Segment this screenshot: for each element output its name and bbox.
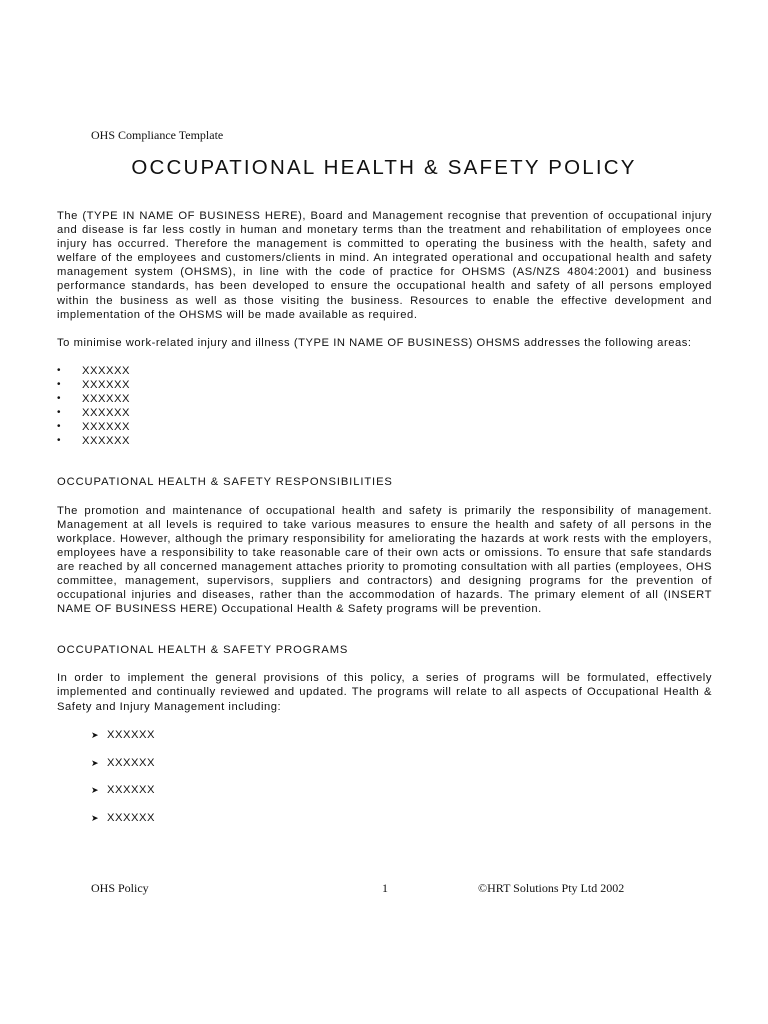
document-header: OHS Compliance Template (91, 128, 224, 142)
footer-title: OHS Policy (91, 881, 149, 895)
footer-copyright: ©HRT Solutions Pty Ltd 2002 (478, 881, 625, 895)
bullet-icon: • (57, 378, 62, 390)
footer-page-number: 1 (382, 881, 388, 895)
list-item-text: XXXXXX (82, 421, 131, 434)
areas-list (57, 364, 712, 449)
list-item (57, 406, 712, 420)
list-item-text: XXXXXX (107, 784, 156, 797)
arrow-bullet-icon: ➤ (91, 757, 100, 768)
list-item (57, 392, 712, 406)
list-item (57, 434, 712, 448)
list-item-text: XXXXXX (107, 728, 156, 741)
bullet-icon: • (57, 421, 62, 433)
bullet-icon: • (57, 435, 62, 447)
list-item (91, 756, 712, 770)
list-item (91, 728, 712, 742)
responsibilities-paragraph: The promotion and maintenance of occupational health and safety is primarily the responsibility of management. Management at all levels is required to take various measures to ensure the health and safety of all persons in the workplace. However, although the primary responsibility for ameliorating the hazards at work rests with the employers, employees have a responsibility to take reasonable care of their own acts or omissions. To ensure that safe standards are reached by all concerned management attaches priority to promoting consultation with all parties (employees, OHS committee, management, supervisors, suppliers and contractors) and designing programs for the prevention of occupational injuries and diseases, rather than the accommodation of hazards. The primary element of all (INSERT NAME OF BUSINESS HERE) Occupational Health & Safety programs will be prevention. (57, 504, 712, 616)
list-item-text: XXXXXX (82, 364, 131, 377)
list-item-text: XXXXXX (107, 812, 156, 825)
list-item (57, 378, 712, 392)
arrow-bullet-icon: ➤ (91, 729, 100, 740)
bullet-icon: • (57, 364, 62, 376)
list-item-text: XXXXXX (82, 435, 131, 448)
list-item (91, 811, 712, 825)
arrow-bullet-icon: ➤ (91, 813, 100, 824)
bullet-icon: • (57, 393, 62, 405)
programs-list (91, 728, 712, 826)
document-body (57, 209, 712, 839)
responsibilities-heading: OCCUPATIONAL HEALTH & SAFETY RESPONSIBILITIES (57, 476, 393, 489)
programs-paragraph: In order to implement the general provisions of this policy, a series of programs will be formulated, effectively implemented and continually reviewed and updated. The programs will relate to all aspects of Occupational Health & Safety and Injury Management including: (57, 672, 712, 713)
intro-paragraph: The (TYPE IN NAME OF BUSINESS HERE), Board and Management recognise that prevention of occupational injury and disease is far less costly in human and monetary terms than the treatment and rehabilitation of employees once injury has occurred. Therefore the management is committed to operating the business with the health, safety and welfare of the employees and customers/clients in mind. An integrated operational and occupational health and safety management system (OHSMS), in line with the code of practice for OHSMS (AS/NZS 4804:2001) and business performance standards, has been developed to ensure the occupational health and safety of all persons employed within the business as well as those visiting the business. Resources to enable the effective development and implementation of the OHSMS will be made available as required. (57, 210, 712, 321)
bullet-icon: • (57, 407, 62, 419)
programs-heading: OCCUPATIONAL HEALTH & SAFETY PROGRAMS (57, 644, 349, 657)
list-item-text: XXXXXX (82, 378, 131, 391)
page-title: OCCUPATIONAL HEALTH & SAFETY POLICY (131, 156, 637, 179)
arrow-bullet-icon: ➤ (91, 785, 100, 796)
list-item-text: XXXXXX (82, 407, 131, 420)
list-item-text: XXXXXX (82, 393, 131, 406)
list-item (91, 783, 712, 797)
list-item (57, 420, 712, 434)
list-item (57, 364, 712, 378)
list-item-text: XXXXXX (107, 756, 156, 769)
areas-intro-paragraph: To minimise work-related injury and illness (TYPE IN NAME OF BUSINESS) OHSMS addresses the following areas: (57, 336, 692, 349)
